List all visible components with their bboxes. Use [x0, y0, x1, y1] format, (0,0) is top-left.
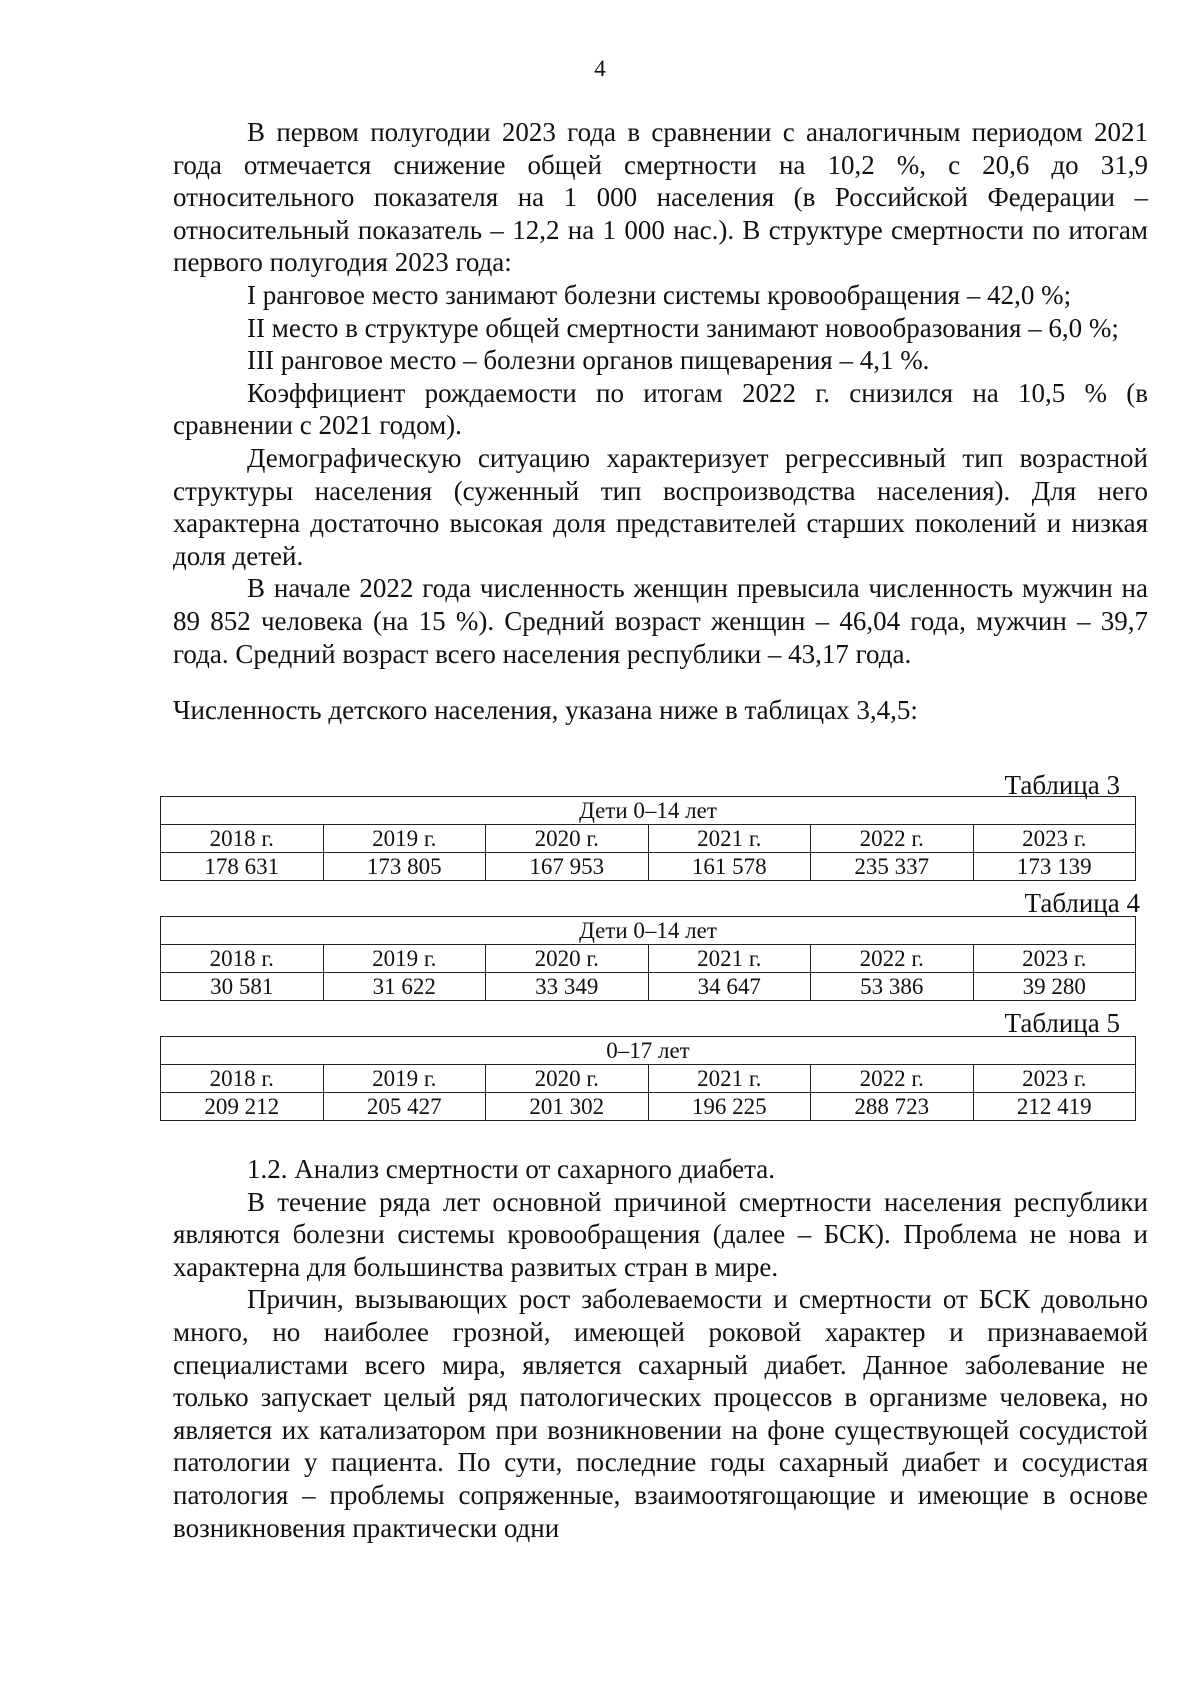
- value-cell: 173 139: [973, 853, 1136, 881]
- value-cell: 235 337: [811, 853, 974, 881]
- tables-intro: Численность детского населения, указана ниже в таблицах 3,4,5:: [173, 695, 918, 726]
- paragraph: В первом полугодии 2023 года в сравнении с аналогичным периодом 2021 года отмечается снижение общей смертности на 10,2 %, с 20,6 до 31,9 относительного показателя на 1 000 населения (в Российской Федерации – относительный показатель – 12,2 на 1 000 нас.). В структуре смертности по итогам первого полугодия 2023 года:: [173, 117, 1148, 278]
- table-caption: Таблица 5: [1004, 1008, 1120, 1038]
- value-cell: 178 631: [161, 853, 324, 881]
- paragraph: Коэффициент рождаемости по итогам 2022 г. снизился на 10,5 % (в сравнении с 2021 годом).: [173, 377, 1148, 441]
- value-cell: 30 581: [161, 973, 324, 1001]
- value-cell: 34 647: [648, 973, 811, 1001]
- year-cell: 2022 г.: [811, 945, 974, 973]
- table-4: [160, 916, 1136, 1001]
- page-number: 4: [594, 56, 606, 81]
- text-top: [173, 116, 1148, 727]
- table-header: Дети 0–14 лет: [161, 917, 1136, 945]
- year-cell: 2022 г.: [811, 825, 974, 853]
- table-header: Дети 0–14 лет: [161, 797, 1136, 825]
- value-cell: 33 349: [486, 973, 649, 1001]
- table-caption: Таблица 4: [1024, 888, 1140, 918]
- table-5: [160, 1036, 1136, 1121]
- year-cell: 2021 г.: [648, 825, 811, 853]
- value-cell: 205 427: [323, 1093, 486, 1121]
- value-cell: 31 622: [323, 973, 486, 1001]
- value-cell: 161 578: [648, 853, 811, 881]
- year-cell: 2021 г.: [648, 945, 811, 973]
- year-cell: 2020 г.: [486, 945, 649, 973]
- paragraph: В течение ряда лет основной причиной смертности населения республики являются болезни системы кровообращения (далее – БСК). Проблема не нова и характерна для большинства развитых стран в мире.: [173, 1186, 1148, 1282]
- section-heading: 1.2. Анализ смертности от сахарного диабета.: [247, 1154, 775, 1184]
- value-cell: 209 212: [161, 1093, 324, 1121]
- table-3: [160, 796, 1136, 881]
- year-cell: 2021 г.: [648, 1065, 811, 1093]
- paragraph: Демографическую ситуацию характеризует регрессивный тип возрастной структуры населения (суженный тип воспроизводства населения). Для него характерна достаточно высокая доля представителей старших поколений и низкая доля детей.: [173, 442, 1148, 571]
- paragraph: II место в структуре общей смертности занимают новообразования – 6,0 %;: [247, 312, 1119, 343]
- paragraph: Причин, вызывающих рост заболеваемости и смертности от БСК довольно много, но наиболее грозной, имеющей роковой характер и признаваемой специалистами всего мира, является сахарный диабет. Данное заболевание не только запускает целый ряд патологических процессов в организме человека, но является их катализатором при возникновении на фоне существующей сосудистой патологии у пациента. По сути, последние годы сахарный диабет и сосудистая патология – проблемы сопряженные, взаимоотягощающие и имеющие в основе возникновения практически одни: [173, 1284, 1148, 1543]
- value-cell: 201 302: [486, 1093, 649, 1121]
- year-cell: 2023 г.: [973, 1065, 1136, 1093]
- paragraph: I ранговое место занимают болезни системы кровообращения – 42,0 %;: [247, 279, 1072, 310]
- year-cell: 2018 г.: [161, 945, 324, 973]
- value-cell: 173 805: [323, 853, 486, 881]
- table-caption: Таблица 3: [1004, 770, 1120, 800]
- value-cell: 196 225: [648, 1093, 811, 1121]
- value-cell: 212 419: [973, 1093, 1136, 1121]
- value-cell: 288 723: [811, 1093, 974, 1121]
- year-cell: 2022 г.: [811, 1065, 974, 1093]
- year-cell: 2020 г.: [486, 1065, 649, 1093]
- paragraph: III ранговое место – болезни органов пищеварения – 4,1 %.: [247, 345, 930, 376]
- year-cell: 2020 г.: [486, 825, 649, 853]
- text-bottom: [173, 1153, 1148, 1544]
- year-cell: 2023 г.: [973, 945, 1136, 973]
- value-cell: 167 953: [486, 853, 649, 881]
- year-cell: 2019 г.: [323, 825, 486, 853]
- table-header: 0–17 лет: [161, 1037, 1136, 1065]
- value-cell: 53 386: [811, 973, 974, 1001]
- year-cell: 2019 г.: [323, 1065, 486, 1093]
- paragraph: В начале 2022 года численность женщин превысила численность мужчин на 89 852 человека (на 15 %). Средний возраст женщин – 46,04 года, мужчин – 39,7 года. Средний возраст всего населения республики – 43,17 года.: [173, 573, 1148, 669]
- year-cell: 2018 г.: [161, 1065, 324, 1093]
- year-cell: 2018 г.: [161, 825, 324, 853]
- year-cell: 2023 г.: [973, 825, 1136, 853]
- value-cell: 39 280: [973, 973, 1136, 1001]
- year-cell: 2019 г.: [323, 945, 486, 973]
